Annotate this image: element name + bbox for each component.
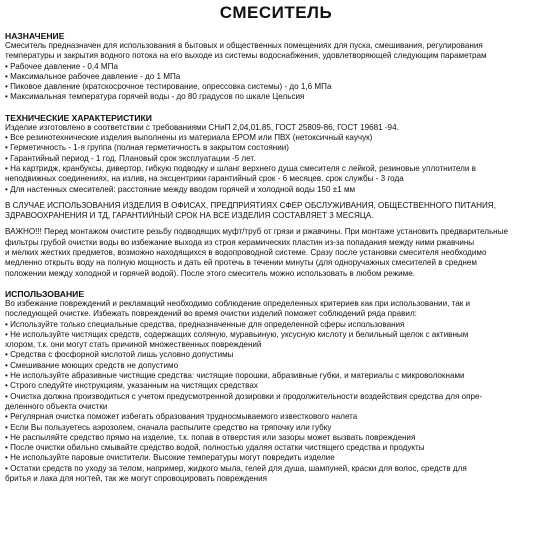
usage-body [5, 299, 547, 484]
important-note-line: и мелких жестких предметов, возможно находящихся в водопроводной системе. Сразу после установки смесителя необходимо [5, 248, 487, 258]
usage-line: • После очистки обильно смывайте средство водой, полностью удаляя остатки чистящего средства и продукты [5, 443, 425, 453]
warranty-note [5, 201, 547, 222]
purpose-line: температуры и закрытия водного потока на его выходе из системы водоснабжения, удовлетворяющей следующим параметрам [5, 51, 487, 61]
usage-line: хлором, т.к. они могут стать причиной множественных повреждений [5, 340, 262, 350]
usage-line: • Очистка должна производиться с учетом предусмотренной дозировки и продолжительности воздействия средства для опре- [5, 391, 483, 401]
important-note-line: ВАЖНО!!! Перед монтажом очистите резьбу подводящих муфт/труб от грязи и ржавчины. При монтаже установить предварительные [5, 227, 508, 237]
important-note-line: медленно открыть воду на полную мощность и дать ей протечь в течении минуты (для одноручажных смесителей в среднем [5, 258, 477, 268]
important-note [5, 227, 547, 278]
usage-line: • Если Вы пользуетесь аэрозолем, сначала распылите средство на тряпочку или губку [5, 422, 332, 432]
usage-line: • Остатки средств по уходу за телом, например, жидкого мыла, гелей для душа, шампуней, краски для волос, средств для [5, 463, 467, 473]
purpose-line: • Максимальная температура горячей воды - до 80 градусов по шкале Цельсия [5, 92, 305, 102]
specs-body [5, 123, 547, 195]
usage-line: • Смешивание моющих средств не допустимо [5, 360, 179, 370]
specs-line: • Для настенных смесителей: расстояние между вводом горячей и холодной воды 150 ±1 мм [5, 184, 356, 194]
specs-line: неподвижных соединениях, на излив, на эксцентрики гарантийный срок - 6 месяцев. срок службы - 3 года [5, 174, 404, 184]
usage-line: последующей очистке. Избежать повреждений во время очистки изделий поможет соблюдений ряда правил: [5, 309, 417, 319]
usage-line: бритья и лака для ногтей, так же могут спровоцировать повреждения [5, 473, 268, 483]
usage-line: • Регулярная очистка поможет избегать образования трудносмываемого известкового налета [5, 412, 358, 422]
specs-heading: ТЕХНИЧЕСКИЕ ХАРАКТЕРИСТИКИ [5, 112, 152, 123]
usage-line: • Не используйте чистящих средств, содержащих соляную, муравьиную, уксусную кислоту и белильный щелок с активным [5, 329, 469, 339]
page-title: СМЕСИТЕЛЬ [219, 3, 333, 22]
usage-line: • Строго следуйте инструкциям, указанным на чистящих средствах [5, 381, 258, 391]
usage-line: • Используйте только специальные средства, предназначенные для определенной сферы использования [5, 319, 405, 329]
usage-line: Во избежание повреждений и рекламаций необходимо соблюдение определенных критериев как при использовании, так и [5, 298, 471, 308]
usage-line: • Не используйте паровые очистители. Высокие температуры могут повредить изделие [5, 453, 335, 463]
usage-line: деленного объекта очистки [5, 401, 108, 411]
specs-line: • Все резинотехнические изделия выполнены из материала EPOM или ПВХ (нетоксичный каучук) [5, 133, 373, 143]
purpose-body [5, 41, 547, 103]
usage-heading: ИСПОЛЬЗОВАНИЕ [5, 288, 85, 299]
important-note-line: фильтры грубой очистки воды во избежание выхода из строя керамических пластин из-за попадания между ними ржавчины [5, 237, 475, 247]
specs-line: Изделие изготовлено в соответствии с требованиями СНиП 2,04,01.85, ГОСТ 25809-86, ГОСТ 19681 -94. [5, 122, 399, 132]
usage-line: • Средства с фосфорной кислотой лишь условно допустимы [5, 350, 234, 360]
purpose-heading: НАЗНАЧЕНИЕ [5, 31, 65, 41]
specs-line: • На картридж, кранбуксы, дивертор, гибкую подводку и шланг верхнего душа смесителя с лейкой, резиновые уплотнители в [5, 163, 476, 173]
usage-line: • Не используйте абразивные чистящие средства: чистящие порошки, абразивные губки, и материалы с микроволокнами [5, 371, 465, 381]
specs-line: • Герметичность - 1-я группа (полная герметичность в закрытом состоянии) [5, 143, 289, 153]
purpose-line: Смеситель предназначен для использования в бытовых и общественных помещениях для пуска, смешивания, регулирования [5, 41, 483, 50]
warranty-note-line: В СЛУЧАЕ ИСПОЛЬЗОВАНИЯ ИЗДЕЛИЯ В ОФИСАХ, ПРЕДПРИЯТИЯХ СФЕР ОБСЛУЖИВАНИЯ, ОБЩЕСТВЕННОГО ПИТАНИЯ, [5, 200, 496, 210]
purpose-line: • Максимальное рабочее давление - до 1 МПа [5, 71, 181, 81]
purpose-line: • Рабочее давление - 0,4 МПа [5, 61, 118, 71]
warranty-note-line: ЗДРАВООХРАНЕНИЯ И ТД, ГАРАНТИЙНЫЙ СРОК НА ВСЕ ИЗДЕЛИЯ СОСТАВЛЯЕТ 3 МЕСЯЦА. [5, 211, 374, 221]
important-note-line: положении между холодной и горячей водой). После этого смеситель можно использовать в любом режиме. [5, 268, 415, 278]
specs-line: • Гарантийный период - 1 год. Плановый срок эксплуатации -5 лет. [5, 153, 256, 163]
purpose-line: • Пиковое давление (кратскосрочное тестирование, опрессовка системы) - до 1,6 МПа [5, 82, 332, 92]
usage-line: • Не распыляйте средство прямо на изделие, т.к. попав в отверстия или зазоры может вызвать повреждения [5, 432, 416, 442]
